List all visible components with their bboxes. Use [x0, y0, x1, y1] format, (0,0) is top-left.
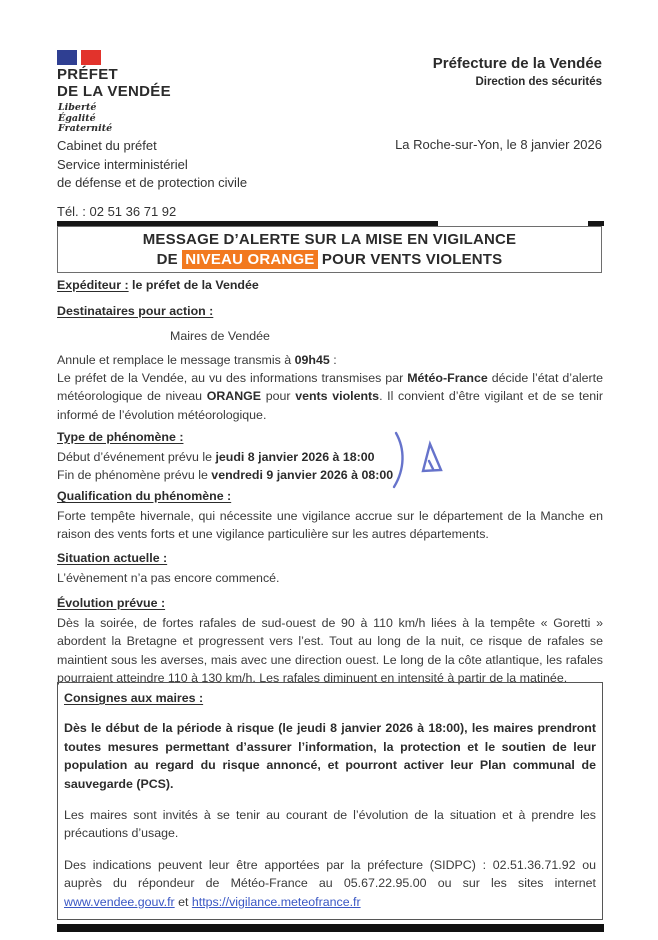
service-line: de défense et de protection civile: [57, 175, 248, 190]
cancel-prefix: Annule et remplace le message transmis à: [57, 353, 295, 367]
intro-text: . Il convient d’être vigilant et de se tenir informé de l’évolution météorologique.: [57, 389, 603, 422]
handwritten-parenthesis-icon: [394, 433, 403, 487]
qualification-paragraph: Forte tempête hivernale, qui nécessite une vigilance accrue sur le département de la Manche en raison des vents forts et une vigilance particulière sur les autres départements.: [57, 509, 603, 542]
cancel-time: 09h45: [294, 353, 330, 367]
alert-title-line2: [58, 250, 601, 270]
instructions-heading: Consignes aux maires :: [64, 691, 204, 705]
orange-bold: ORANGE: [206, 389, 262, 404]
phenomenon-heading: Type de phénomène :: [57, 430, 184, 444]
sender-line: [57, 276, 259, 294]
intro-text: décide l’état d’alerte météorologique de niveau: [57, 371, 604, 404]
evolution-heading: Évolution prévue :: [57, 596, 166, 610]
phenomenon-start-line: [57, 448, 375, 466]
intro-text: pour: [261, 389, 296, 404]
vigilance-meteofrance-link[interactable]: https://vigilance.meteofrance.fr: [191, 894, 361, 909]
service-block: [57, 137, 247, 193]
contact-paragraph: [64, 856, 596, 911]
handwritten-triangle-tick: [429, 461, 433, 469]
service-line: Service interministériel: [57, 156, 188, 172]
alert-title-banner: [57, 226, 602, 273]
situation-text: L’évènement n’a pas encore commencé.: [57, 571, 280, 585]
vents-violents-bold: vents violents: [295, 389, 380, 404]
phone-number: Tél. : 02 51 36 71 92: [57, 204, 177, 219]
qualification-heading: Qualification du phénomène :: [57, 489, 232, 503]
vendee-gouv-link[interactable]: www.vendee.gouv.fr: [64, 894, 175, 909]
recipients-value: Maires de Vendée: [170, 329, 270, 343]
phenomenon-end-line: [57, 466, 393, 484]
evolution-paragraph: Dès la soirée, de fortes rafales de sud-ouest de 90 à 110 km/h liées à la tempête « Goretti » abordent la Bretagne et progressent vers l’est. Tout au long de la nuit, ce risque de rafales se maintient sous les averses, mais avec une direction ouest. Le long de la côte atlantique, les rafales pourraient atteindre 110 à 130 km/h. Les rafales diminuent en intensité à partir de la matinée.: [57, 616, 603, 686]
place-and-date: La Roche-sur-Yon, le 8 janvier 2026: [395, 137, 602, 152]
cancel-suffix: :: [329, 353, 337, 367]
motto-egalite: Égalité: [58, 112, 96, 124]
agency-name-line1: PRÉFET: [57, 66, 118, 83]
flag-red-stripe: [81, 50, 101, 65]
scan-bottom-bar: [57, 924, 604, 932]
intro-text: Le préfet de la Vendée, au vu des informations transmises par: [57, 371, 408, 385]
start-datetime: jeudi 8 janvier 2026 à 18:00: [215, 450, 375, 464]
agency-name-line2: DE LA VENDÉE: [57, 83, 171, 100]
intro-paragraph: [57, 369, 603, 424]
sender-value: le préfet de la Vendée: [128, 278, 259, 292]
sender-label: Expéditeur :: [57, 278, 129, 292]
alert-title-line1: MESSAGE D’ALERTE SUR LA MISE EN VIGILANCE: [142, 231, 517, 248]
recipients-heading: Destinataires pour action :: [57, 304, 214, 318]
end-datetime: vendredi 9 janvier 2026 à 08:00: [211, 468, 394, 482]
service-line: Cabinet du préfet: [57, 138, 157, 153]
republic-motto: [58, 103, 112, 135]
contact-text: et: [174, 894, 192, 909]
instructions-box: [57, 682, 603, 920]
contact-text: Des indications peuvent leur être apportées par la préfecture (SIDPC) : 02.51.36.71.92 ou auprès du répondeur de Météo-France au 05.67.22.95.00 ou sur les sites internet: [64, 857, 596, 891]
motto-liberte: Liberté: [58, 102, 97, 113]
situation-heading: Situation actuelle :: [57, 551, 168, 565]
title-line2-prefix: DE: [156, 251, 183, 268]
motto-fraternite: Fraternité: [58, 123, 113, 134]
meteo-france-bold: Météo-France: [407, 371, 488, 385]
instructions-bold-paragraph: Dès le début de la période à risque (le jeudi 8 janvier 2026 à 18:00), les maires prendront toutes mesures permettant d’assurer l’information, la protection et le soutien de leur population au regard du risque annoncé, et pourront activer leur Plan communal de sauvegarde (PCS).: [64, 721, 596, 791]
handwritten-pen-marks-icon: [386, 429, 458, 497]
french-flag-icon: [57, 50, 102, 65]
title-line2-suffix: POUR VENTS VIOLENTS: [317, 251, 503, 268]
start-prefix: Début d’événement prévu le: [57, 450, 216, 464]
flag-blue-stripe: [57, 50, 77, 65]
office-name: Préfecture de la Vendée: [432, 55, 602, 72]
orange-level-highlight: NIVEAU ORANGE: [182, 250, 317, 269]
instructions-paragraph2: Les maires sont invités à se tenir au courant de l’évolution de la situation et à prendre les précautions d’usage.: [64, 808, 596, 841]
end-prefix: Fin de phénomène prévu le: [57, 468, 212, 482]
cancel-notice: [57, 351, 337, 369]
office-direction: Direction des sécurités: [475, 76, 602, 88]
